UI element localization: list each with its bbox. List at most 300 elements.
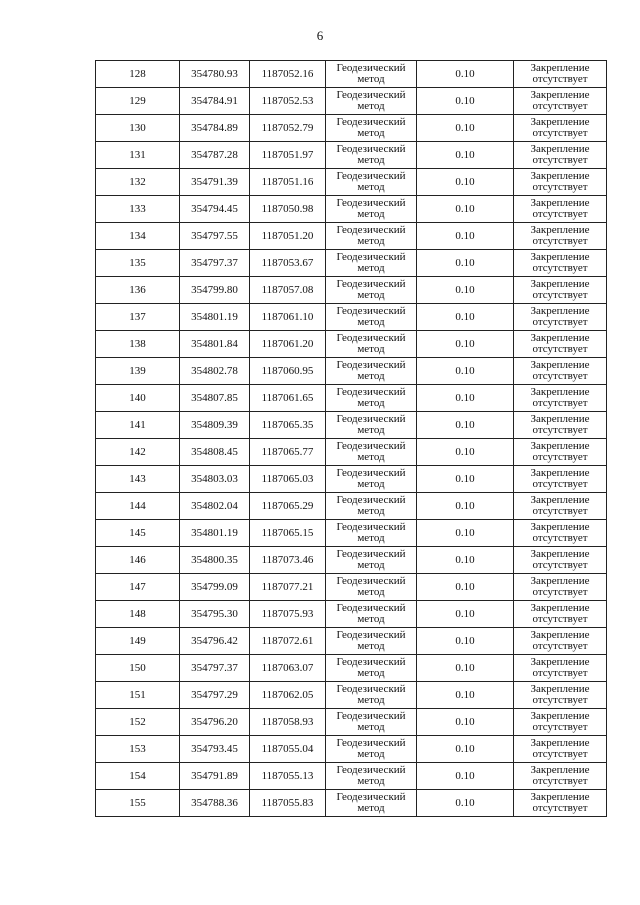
- x-coordinate-cell: 354791.89: [180, 763, 250, 790]
- method-cell: [326, 61, 417, 88]
- y-coordinate-cell: 1187053.67: [250, 250, 326, 277]
- fixation-text: Закрепление: [530, 575, 590, 587]
- fixation-text: отсутствует: [532, 424, 588, 436]
- y-coordinate-cell: 1187061.10: [250, 304, 326, 331]
- point-number-cell: 147: [96, 574, 180, 601]
- method-text: Геодезический: [336, 143, 406, 155]
- method-cell: [326, 385, 417, 412]
- table-row: [96, 547, 607, 574]
- fixation-text: отсутствует: [532, 532, 588, 544]
- point-number-cell: 148: [96, 601, 180, 628]
- point-number-cell: 152: [96, 709, 180, 736]
- table-row: [96, 277, 607, 304]
- accuracy-cell: 0.10: [417, 574, 514, 601]
- fixation-text: Закрепление: [530, 278, 590, 290]
- method-cell: [326, 142, 417, 169]
- y-coordinate-cell: 1187062.05: [250, 682, 326, 709]
- point-number-cell: 149: [96, 628, 180, 655]
- method-text: метод: [357, 397, 385, 409]
- method-cell: [326, 169, 417, 196]
- table-row: [96, 142, 607, 169]
- fixation-text: отсутствует: [532, 181, 588, 193]
- table-row: [96, 169, 607, 196]
- fixation-text: отсутствует: [532, 505, 588, 517]
- method-text: Геодезический: [336, 629, 406, 641]
- point-number-cell: 142: [96, 439, 180, 466]
- point-number-cell: 132: [96, 169, 180, 196]
- x-coordinate-cell: 354802.04: [180, 493, 250, 520]
- method-text: метод: [357, 127, 385, 139]
- method-text: Геодезический: [336, 548, 406, 560]
- method-text: метод: [357, 748, 385, 760]
- accuracy-cell: 0.10: [417, 520, 514, 547]
- fixation-text: Закрепление: [530, 359, 590, 371]
- method-cell: [326, 493, 417, 520]
- table-row: [96, 61, 607, 88]
- x-coordinate-cell: 354784.89: [180, 115, 250, 142]
- method-text: метод: [357, 559, 385, 571]
- fixation-cell: [514, 790, 607, 817]
- fixation-text: отсутствует: [532, 127, 588, 139]
- method-text: метод: [357, 505, 385, 517]
- method-text: Геодезический: [336, 737, 406, 749]
- fixation-cell: [514, 709, 607, 736]
- y-coordinate-cell: 1187063.07: [250, 655, 326, 682]
- method-cell: [326, 304, 417, 331]
- y-coordinate-cell: 1187055.04: [250, 736, 326, 763]
- method-text: Геодезический: [336, 467, 406, 479]
- fixation-text: отсутствует: [532, 316, 588, 328]
- y-coordinate-cell: 1187072.61: [250, 628, 326, 655]
- method-text: Геодезический: [336, 440, 406, 452]
- method-cell: [326, 412, 417, 439]
- point-number-cell: 155: [96, 790, 180, 817]
- fixation-text: Закрепление: [530, 602, 590, 614]
- y-coordinate-cell: 1187065.35: [250, 412, 326, 439]
- fixation-text: отсутствует: [532, 208, 588, 220]
- fixation-cell: [514, 547, 607, 574]
- fixation-cell: [514, 304, 607, 331]
- accuracy-cell: 0.10: [417, 709, 514, 736]
- coordinates-table-body: [96, 61, 607, 817]
- y-coordinate-cell: 1187065.15: [250, 520, 326, 547]
- method-text: метод: [357, 262, 385, 274]
- fixation-cell: [514, 412, 607, 439]
- fixation-text: отсутствует: [532, 640, 588, 652]
- fixation-text: Закрепление: [530, 251, 590, 263]
- method-cell: [326, 547, 417, 574]
- accuracy-cell: 0.10: [417, 169, 514, 196]
- point-number-cell: 130: [96, 115, 180, 142]
- fixation-cell: [514, 682, 607, 709]
- method-text: Геодезический: [336, 386, 406, 398]
- method-text: Геодезический: [336, 116, 406, 128]
- method-cell: [326, 250, 417, 277]
- table-row: [96, 628, 607, 655]
- y-coordinate-cell: 1187073.46: [250, 547, 326, 574]
- y-coordinate-cell: 1187052.16: [250, 61, 326, 88]
- accuracy-cell: 0.10: [417, 277, 514, 304]
- fixation-text: Закрепление: [530, 683, 590, 695]
- fixation-cell: [514, 385, 607, 412]
- point-number-cell: 153: [96, 736, 180, 763]
- fixation-cell: [514, 736, 607, 763]
- accuracy-cell: 0.10: [417, 412, 514, 439]
- fixation-text: Закрепление: [530, 656, 590, 668]
- method-text: Геодезический: [336, 791, 406, 803]
- point-number-cell: 141: [96, 412, 180, 439]
- fixation-cell: [514, 169, 607, 196]
- fixation-text: отсутствует: [532, 370, 588, 382]
- accuracy-cell: 0.10: [417, 142, 514, 169]
- method-cell: [326, 736, 417, 763]
- method-text: метод: [357, 316, 385, 328]
- point-number-cell: 143: [96, 466, 180, 493]
- method-cell: [326, 790, 417, 817]
- fixation-text: отсутствует: [532, 559, 588, 571]
- accuracy-cell: 0.10: [417, 682, 514, 709]
- fixation-text: отсутствует: [532, 478, 588, 490]
- fixation-text: отсутствует: [532, 289, 588, 301]
- method-text: метод: [357, 667, 385, 679]
- y-coordinate-cell: 1187057.08: [250, 277, 326, 304]
- x-coordinate-cell: 354796.20: [180, 709, 250, 736]
- method-text: метод: [357, 343, 385, 355]
- fixation-text: отсутствует: [532, 235, 588, 247]
- point-number-cell: 136: [96, 277, 180, 304]
- table-row: [96, 709, 607, 736]
- method-text: Геодезический: [336, 305, 406, 317]
- table-row: [96, 655, 607, 682]
- y-coordinate-cell: 1187058.93: [250, 709, 326, 736]
- method-text: метод: [357, 532, 385, 544]
- table-row: [96, 88, 607, 115]
- method-cell: [326, 358, 417, 385]
- fixation-cell: [514, 574, 607, 601]
- method-text: метод: [357, 73, 385, 85]
- fixation-text: отсутствует: [532, 100, 588, 112]
- method-text: метод: [357, 721, 385, 733]
- method-cell: [326, 115, 417, 142]
- method-cell: [326, 196, 417, 223]
- point-number-cell: 135: [96, 250, 180, 277]
- fixation-text: отсутствует: [532, 748, 588, 760]
- accuracy-cell: 0.10: [417, 628, 514, 655]
- fixation-text: отсутствует: [532, 613, 588, 625]
- fixation-text: Закрепление: [530, 305, 590, 317]
- method-cell: [326, 709, 417, 736]
- fixation-text: отсутствует: [532, 343, 588, 355]
- y-coordinate-cell: 1187075.93: [250, 601, 326, 628]
- fixation-cell: [514, 223, 607, 250]
- fixation-text: Закрепление: [530, 386, 590, 398]
- method-cell: [326, 628, 417, 655]
- table-row: [96, 196, 607, 223]
- fixation-text: Закрепление: [530, 197, 590, 209]
- fixation-cell: [514, 250, 607, 277]
- accuracy-cell: 0.10: [417, 439, 514, 466]
- x-coordinate-cell: 354788.36: [180, 790, 250, 817]
- fixation-text: Закрепление: [530, 548, 590, 560]
- method-text: метод: [357, 451, 385, 463]
- fixation-text: Закрепление: [530, 224, 590, 236]
- method-text: метод: [357, 613, 385, 625]
- accuracy-cell: 0.10: [417, 466, 514, 493]
- y-coordinate-cell: 1187077.21: [250, 574, 326, 601]
- accuracy-cell: 0.10: [417, 304, 514, 331]
- method-text: метод: [357, 154, 385, 166]
- fixation-text: Закрепление: [530, 494, 590, 506]
- fixation-text: Закрепление: [530, 629, 590, 641]
- x-coordinate-cell: 354801.19: [180, 304, 250, 331]
- x-coordinate-cell: 354797.37: [180, 250, 250, 277]
- method-text: Геодезический: [336, 494, 406, 506]
- accuracy-cell: 0.10: [417, 736, 514, 763]
- table-row: [96, 493, 607, 520]
- table-row: [96, 763, 607, 790]
- fixation-cell: [514, 439, 607, 466]
- method-cell: [326, 655, 417, 682]
- table-row: [96, 574, 607, 601]
- table-row: [96, 682, 607, 709]
- x-coordinate-cell: 354799.09: [180, 574, 250, 601]
- accuracy-cell: 0.10: [417, 196, 514, 223]
- fixation-cell: [514, 331, 607, 358]
- method-text: метод: [357, 478, 385, 490]
- x-coordinate-cell: 354794.45: [180, 196, 250, 223]
- fixation-text: Закрепление: [530, 467, 590, 479]
- accuracy-cell: 0.10: [417, 790, 514, 817]
- accuracy-cell: 0.10: [417, 601, 514, 628]
- fixation-cell: [514, 115, 607, 142]
- method-text: метод: [357, 208, 385, 220]
- x-coordinate-cell: 354797.29: [180, 682, 250, 709]
- fixation-text: Закрепление: [530, 332, 590, 344]
- method-cell: [326, 682, 417, 709]
- method-cell: [326, 601, 417, 628]
- accuracy-cell: 0.10: [417, 763, 514, 790]
- table-row: [96, 115, 607, 142]
- x-coordinate-cell: 354796.42: [180, 628, 250, 655]
- method-text: Геодезический: [336, 683, 406, 695]
- method-text: метод: [357, 235, 385, 247]
- fixation-text: Закрепление: [530, 440, 590, 452]
- method-text: Геодезический: [336, 251, 406, 263]
- y-coordinate-cell: 1187051.20: [250, 223, 326, 250]
- table-row: [96, 358, 607, 385]
- method-text: Геодезический: [336, 89, 406, 101]
- method-text: метод: [357, 802, 385, 814]
- method-text: метод: [357, 181, 385, 193]
- accuracy-cell: 0.10: [417, 223, 514, 250]
- table-row: [96, 412, 607, 439]
- fixation-cell: [514, 628, 607, 655]
- fixation-text: Закрепление: [530, 710, 590, 722]
- fixation-text: Закрепление: [530, 791, 590, 803]
- fixation-text: отсутствует: [532, 154, 588, 166]
- method-text: Геодезический: [336, 278, 406, 290]
- accuracy-cell: 0.10: [417, 547, 514, 574]
- method-text: Геодезический: [336, 575, 406, 587]
- fixation-text: отсутствует: [532, 694, 588, 706]
- fixation-cell: [514, 493, 607, 520]
- page-number: 6: [316, 28, 324, 43]
- accuracy-cell: 0.10: [417, 115, 514, 142]
- method-cell: [326, 88, 417, 115]
- y-coordinate-cell: 1187065.29: [250, 493, 326, 520]
- fixation-text: Закрепление: [530, 413, 590, 425]
- x-coordinate-cell: 354795.30: [180, 601, 250, 628]
- fixation-cell: [514, 358, 607, 385]
- fixation-cell: [514, 655, 607, 682]
- fixation-text: отсутствует: [532, 397, 588, 409]
- accuracy-cell: 0.10: [417, 385, 514, 412]
- table-row: [96, 520, 607, 547]
- point-number-cell: 151: [96, 682, 180, 709]
- method-cell: [326, 331, 417, 358]
- x-coordinate-cell: 354791.39: [180, 169, 250, 196]
- y-coordinate-cell: 1187050.98: [250, 196, 326, 223]
- table-row: [96, 790, 607, 817]
- method-text: Геодезический: [336, 197, 406, 209]
- x-coordinate-cell: 354808.45: [180, 439, 250, 466]
- point-number-cell: 131: [96, 142, 180, 169]
- method-cell: [326, 466, 417, 493]
- method-text: Геодезический: [336, 224, 406, 236]
- method-text: метод: [357, 100, 385, 112]
- y-coordinate-cell: 1187061.20: [250, 331, 326, 358]
- method-cell: [326, 439, 417, 466]
- method-cell: [326, 223, 417, 250]
- point-number-cell: 154: [96, 763, 180, 790]
- fixation-cell: [514, 142, 607, 169]
- method-text: Геодезический: [336, 62, 406, 74]
- accuracy-cell: 0.10: [417, 493, 514, 520]
- fixation-text: Закрепление: [530, 737, 590, 749]
- fixation-text: отсутствует: [532, 262, 588, 274]
- y-coordinate-cell: 1187065.77: [250, 439, 326, 466]
- fixation-cell: [514, 277, 607, 304]
- coordinates-table: [95, 60, 607, 817]
- table-row: [96, 439, 607, 466]
- method-text: метод: [357, 775, 385, 787]
- method-cell: [326, 277, 417, 304]
- method-text: Геодезический: [336, 413, 406, 425]
- fixation-text: отсутствует: [532, 586, 588, 598]
- fixation-text: Закрепление: [530, 116, 590, 128]
- fixation-text: отсутствует: [532, 667, 588, 679]
- x-coordinate-cell: 354797.37: [180, 655, 250, 682]
- x-coordinate-cell: 354801.84: [180, 331, 250, 358]
- x-coordinate-cell: 354787.28: [180, 142, 250, 169]
- method-text: Геодезический: [336, 170, 406, 182]
- accuracy-cell: 0.10: [417, 61, 514, 88]
- x-coordinate-cell: 354807.85: [180, 385, 250, 412]
- point-number-cell: 129: [96, 88, 180, 115]
- method-cell: [326, 520, 417, 547]
- point-number-cell: 137: [96, 304, 180, 331]
- x-coordinate-cell: 354797.55: [180, 223, 250, 250]
- fixation-text: Закрепление: [530, 89, 590, 101]
- x-coordinate-cell: 354802.78: [180, 358, 250, 385]
- table-row: [96, 223, 607, 250]
- fixation-cell: [514, 466, 607, 493]
- y-coordinate-cell: 1187055.83: [250, 790, 326, 817]
- accuracy-cell: 0.10: [417, 250, 514, 277]
- accuracy-cell: 0.10: [417, 655, 514, 682]
- method-text: метод: [357, 424, 385, 436]
- method-text: Геодезический: [336, 710, 406, 722]
- point-number-cell: 145: [96, 520, 180, 547]
- y-coordinate-cell: 1187052.53: [250, 88, 326, 115]
- table-row: [96, 601, 607, 628]
- method-cell: [326, 763, 417, 790]
- y-coordinate-cell: 1187051.16: [250, 169, 326, 196]
- method-text: метод: [357, 370, 385, 382]
- y-coordinate-cell: 1187055.13: [250, 763, 326, 790]
- fixation-text: Закрепление: [530, 521, 590, 533]
- fixation-text: отсутствует: [532, 721, 588, 733]
- fixation-text: отсутствует: [532, 73, 588, 85]
- fixation-cell: [514, 88, 607, 115]
- point-number-cell: 144: [96, 493, 180, 520]
- method-text: Геодезический: [336, 332, 406, 344]
- fixation-cell: [514, 61, 607, 88]
- point-number-cell: 139: [96, 358, 180, 385]
- method-text: метод: [357, 640, 385, 652]
- fixation-cell: [514, 763, 607, 790]
- x-coordinate-cell: 354799.80: [180, 277, 250, 304]
- fixation-text: отсутствует: [532, 775, 588, 787]
- point-number-cell: 128: [96, 61, 180, 88]
- fixation-text: отсутствует: [532, 451, 588, 463]
- table-row: [96, 736, 607, 763]
- accuracy-cell: 0.10: [417, 331, 514, 358]
- point-number-cell: 150: [96, 655, 180, 682]
- y-coordinate-cell: 1187060.95: [250, 358, 326, 385]
- fixation-text: отсутствует: [532, 802, 588, 814]
- method-text: метод: [357, 586, 385, 598]
- method-text: Геодезический: [336, 602, 406, 614]
- accuracy-cell: 0.10: [417, 88, 514, 115]
- accuracy-cell: 0.10: [417, 358, 514, 385]
- table-row: [96, 304, 607, 331]
- x-coordinate-cell: 354800.35: [180, 547, 250, 574]
- point-number-cell: 140: [96, 385, 180, 412]
- point-number-cell: 138: [96, 331, 180, 358]
- method-text: метод: [357, 289, 385, 301]
- point-number-cell: 133: [96, 196, 180, 223]
- table-row: [96, 466, 607, 493]
- x-coordinate-cell: 354784.91: [180, 88, 250, 115]
- table-row: [96, 331, 607, 358]
- table-row: [96, 385, 607, 412]
- x-coordinate-cell: 354780.93: [180, 61, 250, 88]
- x-coordinate-cell: 354793.45: [180, 736, 250, 763]
- y-coordinate-cell: 1187051.97: [250, 142, 326, 169]
- x-coordinate-cell: 354803.03: [180, 466, 250, 493]
- fixation-text: Закрепление: [530, 170, 590, 182]
- y-coordinate-cell: 1187065.03: [250, 466, 326, 493]
- fixation-text: Закрепление: [530, 62, 590, 74]
- fixation-cell: [514, 601, 607, 628]
- point-number-cell: 134: [96, 223, 180, 250]
- x-coordinate-cell: 354809.39: [180, 412, 250, 439]
- fixation-cell: [514, 196, 607, 223]
- method-text: Геодезический: [336, 359, 406, 371]
- method-text: Геодезический: [336, 764, 406, 776]
- y-coordinate-cell: 1187052.79: [250, 115, 326, 142]
